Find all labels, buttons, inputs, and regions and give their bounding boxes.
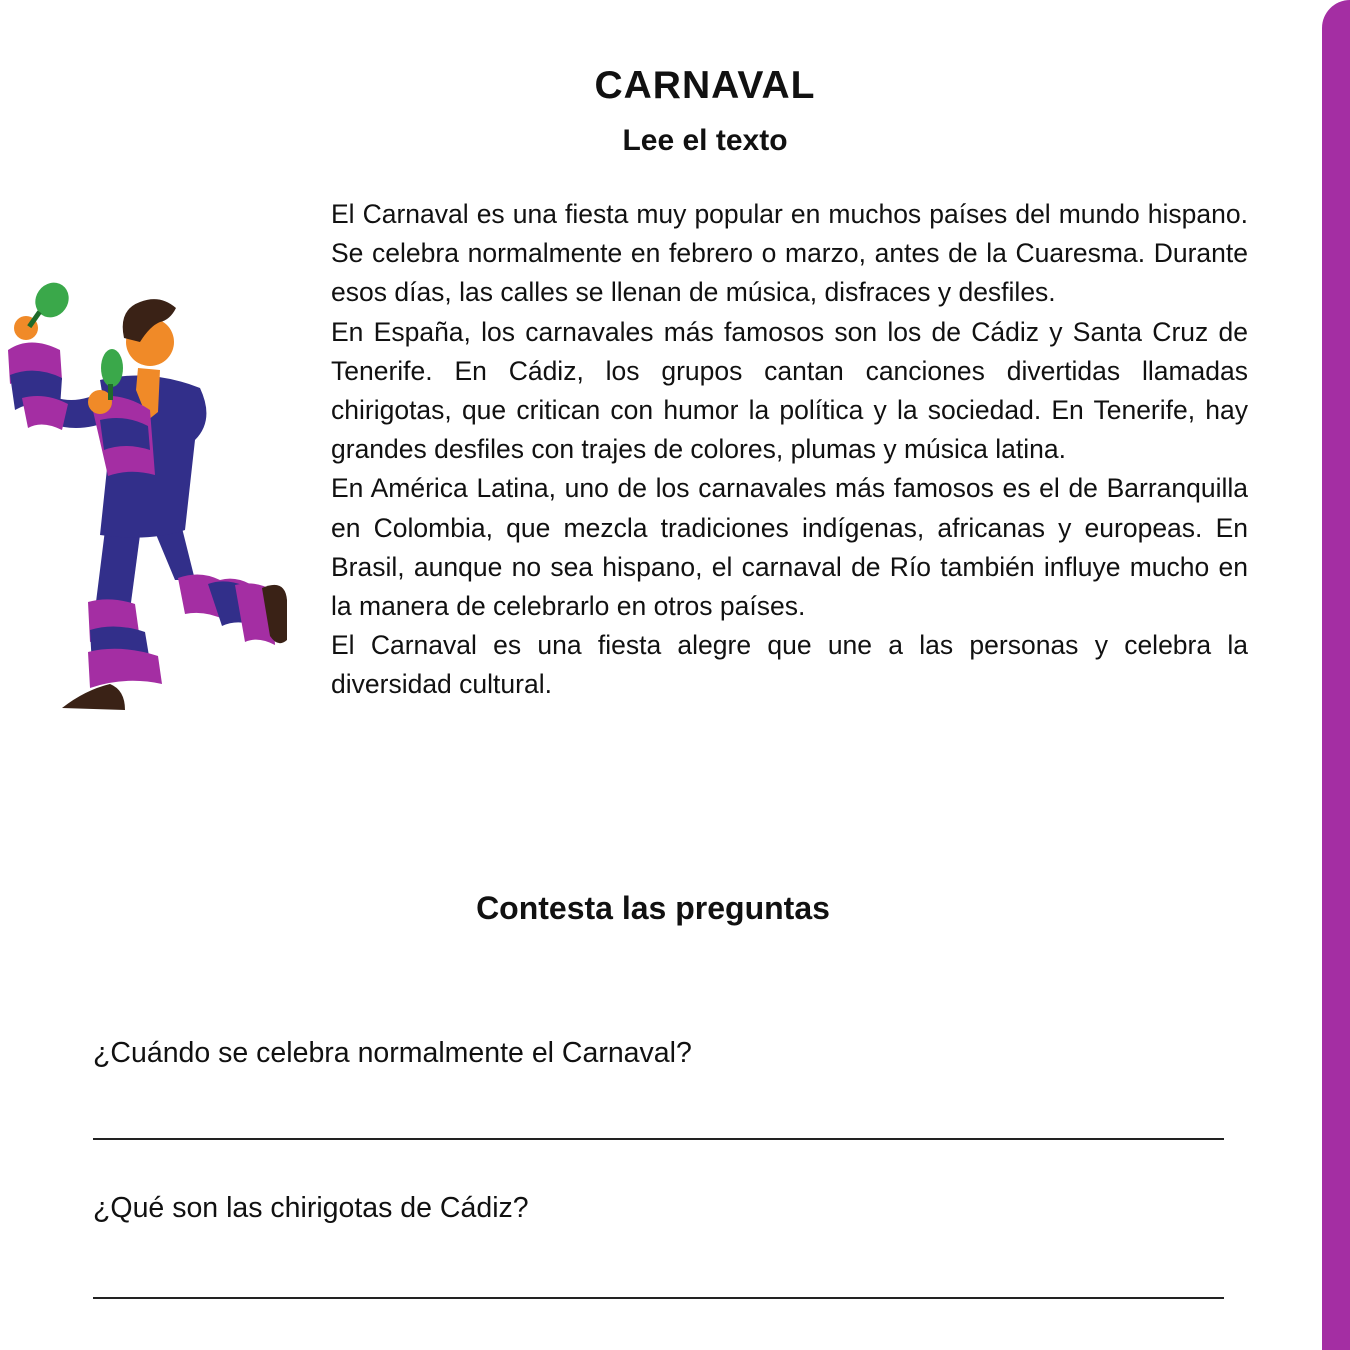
page-accent-border — [1322, 0, 1350, 1350]
reading-passage — [331, 195, 1248, 705]
reading-paragraph: El Carnaval es una fiesta alegre que une a las personas y celebra la diversidad cultural. — [331, 630, 1248, 700]
maraca-lower-icon — [101, 349, 123, 387]
dancer-front-leg — [95, 530, 140, 610]
reading-paragraph: En España, los carnavales más famosos son los de Cádiz y Santa Cruz de Tenerife. En Cádiz, los grupos cantan canciones divertidas llamadas chirigotas, que critican con humor la política y la sociedad. En Tenerife, hay grandes desfiles con trajes de colores, plumas y música latina. — [331, 316, 1248, 465]
question-1: ¿Cuándo se celebra normalmente el Carnaval? — [93, 1037, 692, 1069]
reading-paragraph: El Carnaval es una fiesta muy popular en muchos países del mundo hispano. Se celebra normalmente en febrero o marzo, antes de la Cuaresma. Durante esos días, las calles se llenan de música, disfraces y desfiles. — [331, 199, 1248, 308]
questions-heading: Contesta las preguntas — [476, 890, 830, 926]
answer-line-2[interactable] — [93, 1297, 1224, 1299]
answer-line-1[interactable] — [93, 1138, 1224, 1140]
dancer-sleeve-ruffle-3 — [22, 396, 68, 430]
worksheet-title: CARNAVAL — [594, 64, 816, 107]
carnival-dancer-illustration — [0, 280, 300, 720]
reading-paragraph: En América Latina, uno de los carnavales más famosos es el de Barranquilla en Colombia, que mezcla tradiciones indígenas, africanas y europeas. En Brasil, aunque no sea hispano, el carnaval de Río también influye mucho en la manera de celebrarlo en otros países. — [331, 473, 1248, 622]
worksheet-subtitle: Lee el texto — [622, 124, 788, 157]
question-2: ¿Qué son las chirigotas de Cádiz? — [93, 1192, 529, 1224]
dancer-front-shoe — [62, 684, 125, 710]
dancer-front-leg-ruffle-3 — [88, 649, 162, 688]
